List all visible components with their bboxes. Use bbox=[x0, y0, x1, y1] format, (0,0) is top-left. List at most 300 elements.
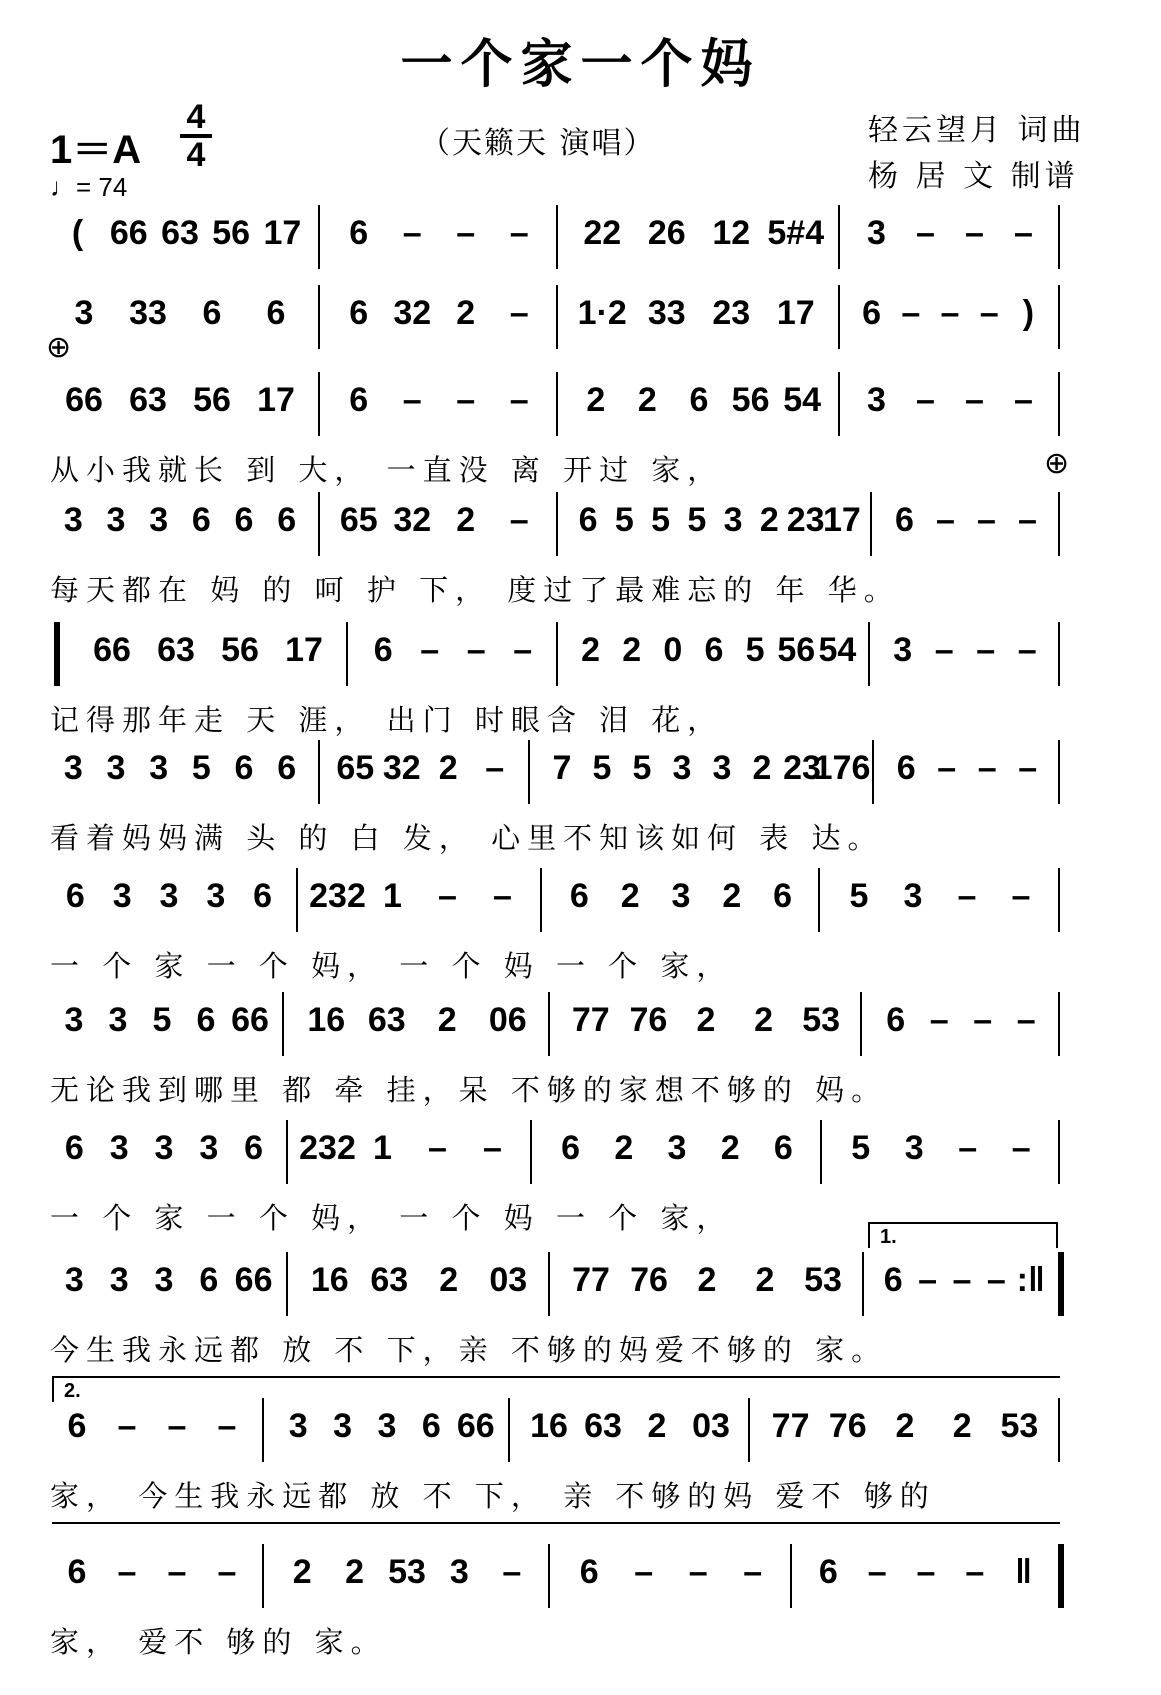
bar-line bbox=[1058, 285, 1060, 349]
note: 5#4 bbox=[767, 214, 825, 252]
bar-line bbox=[860, 992, 862, 1056]
note: 3 bbox=[206, 877, 226, 915]
note: 2 bbox=[722, 877, 742, 915]
note: 77 bbox=[771, 1407, 810, 1445]
note: 66 bbox=[65, 381, 103, 419]
note: 6 bbox=[234, 501, 254, 539]
lyrics-line: 家， 今生我永远都 放 不 下， 亲 不够的妈 爱不 够的 bbox=[50, 1479, 936, 1513]
volta-bracket-first-tick bbox=[868, 1222, 870, 1248]
note: 2 bbox=[345, 1553, 365, 1591]
note: 6 bbox=[578, 501, 598, 539]
note: 6 bbox=[67, 1407, 87, 1445]
bar-line bbox=[790, 1544, 792, 1608]
dash: – bbox=[977, 749, 997, 787]
note: 2 bbox=[622, 631, 642, 669]
note: 3 bbox=[333, 1407, 353, 1445]
dash: – bbox=[934, 631, 954, 669]
bar-line bbox=[838, 205, 840, 269]
note: 3 bbox=[712, 749, 732, 787]
note: 66 bbox=[234, 1261, 273, 1299]
dash: – bbox=[965, 214, 984, 252]
dash: – bbox=[918, 1261, 938, 1299]
note: 3 bbox=[64, 1001, 84, 1039]
note: 6 bbox=[895, 501, 914, 539]
bar-line bbox=[1058, 740, 1060, 804]
note: 5 bbox=[592, 749, 612, 787]
dash: – bbox=[977, 501, 996, 539]
note: 6 bbox=[886, 1001, 906, 1039]
bar-line bbox=[868, 622, 870, 686]
dash: – bbox=[117, 1407, 137, 1445]
bar-line bbox=[1058, 992, 1060, 1056]
note: 2 bbox=[647, 1407, 667, 1445]
note: 23 bbox=[786, 501, 825, 539]
note: 3 bbox=[723, 501, 743, 539]
bar-line bbox=[1058, 205, 1060, 269]
note: 56 bbox=[212, 214, 251, 252]
score-system bbox=[0, 740, 1161, 870]
note: 63 bbox=[370, 1261, 409, 1299]
dash: – bbox=[1011, 877, 1031, 915]
note: 3 bbox=[154, 1129, 174, 1167]
note: 3 bbox=[63, 749, 83, 787]
bar-line bbox=[870, 492, 872, 556]
dash: – bbox=[1017, 631, 1037, 669]
bar-line bbox=[508, 1398, 510, 1462]
note: :‖ bbox=[1016, 1261, 1045, 1299]
note: 0 bbox=[663, 631, 683, 669]
note: 66 bbox=[109, 214, 148, 252]
note: 17 bbox=[257, 381, 295, 419]
bar-line bbox=[1058, 622, 1060, 686]
note: 32 bbox=[393, 294, 432, 332]
dash: – bbox=[976, 631, 996, 669]
note: 3 bbox=[74, 294, 94, 332]
dash: – bbox=[509, 501, 529, 539]
note: 6 bbox=[196, 1001, 216, 1039]
note: 3 bbox=[867, 381, 886, 419]
bar-line bbox=[318, 372, 320, 436]
dash: – bbox=[167, 1407, 187, 1445]
bar-line bbox=[530, 1120, 532, 1184]
note: 66 bbox=[93, 631, 131, 669]
note: 6 bbox=[704, 631, 724, 669]
note: 2 bbox=[586, 381, 606, 419]
note: 6 bbox=[65, 877, 85, 915]
note: 3 bbox=[149, 501, 169, 539]
note: 76 bbox=[630, 1261, 668, 1299]
note: 56 bbox=[731, 381, 770, 419]
note: 3 bbox=[671, 877, 691, 915]
note: 2 bbox=[437, 1001, 457, 1039]
note: 6 bbox=[896, 749, 916, 787]
dash: – bbox=[867, 1553, 887, 1591]
note: 6 bbox=[234, 749, 254, 787]
dash: – bbox=[937, 749, 957, 787]
score-system bbox=[0, 992, 1161, 1122]
note: 3 bbox=[112, 877, 132, 915]
volta-bracket-first bbox=[868, 1222, 1058, 1224]
dash: – bbox=[936, 501, 955, 539]
note: 5 bbox=[687, 501, 707, 539]
note: 6 bbox=[64, 1129, 84, 1167]
bar-line bbox=[540, 868, 542, 932]
bar-line bbox=[318, 285, 320, 349]
dash: – bbox=[901, 294, 921, 332]
bar-line bbox=[1058, 868, 1060, 932]
time-signature-top: 4 bbox=[186, 98, 206, 136]
double-bar-line bbox=[54, 622, 60, 686]
dash: – bbox=[1014, 381, 1033, 419]
bar-line bbox=[748, 1398, 750, 1462]
dash: – bbox=[965, 1553, 985, 1591]
dash: – bbox=[217, 1407, 237, 1445]
bar-line bbox=[528, 740, 530, 804]
score-system bbox=[0, 1120, 1161, 1250]
dash: – bbox=[509, 294, 529, 332]
dash: – bbox=[634, 1553, 654, 1591]
score-system bbox=[0, 868, 1161, 998]
note: 63 bbox=[157, 631, 195, 669]
note: 6 bbox=[191, 501, 211, 539]
note: 3 bbox=[108, 1001, 128, 1039]
note: 54 bbox=[818, 631, 857, 669]
note: 26 bbox=[647, 214, 686, 252]
note: 16 bbox=[307, 1001, 346, 1039]
note: 3 bbox=[288, 1407, 308, 1445]
note: 63 bbox=[584, 1407, 622, 1445]
bar-line bbox=[548, 992, 550, 1056]
note: 2 bbox=[895, 1407, 915, 1445]
note: 6 bbox=[277, 749, 297, 787]
bar-line bbox=[556, 285, 558, 349]
note: 6 bbox=[349, 214, 369, 252]
lyrics-line: 从小我就长 到 大， 一直没 离 开过 家， bbox=[50, 453, 724, 487]
note: 53 bbox=[804, 1261, 842, 1299]
dash: – bbox=[916, 214, 935, 252]
dash: – bbox=[929, 1001, 949, 1039]
note: 56 bbox=[777, 631, 816, 669]
key-signature: 1＝A bbox=[50, 128, 142, 172]
dash: – bbox=[509, 381, 529, 419]
note: 232 bbox=[299, 1129, 356, 1167]
note: 16 bbox=[530, 1407, 568, 1445]
bar-line bbox=[548, 1252, 550, 1316]
note: 17 bbox=[776, 294, 815, 332]
note: 63 bbox=[367, 1001, 406, 1039]
note: 63 bbox=[129, 381, 167, 419]
dash: – bbox=[117, 1553, 137, 1591]
bar-line bbox=[862, 1252, 864, 1316]
bar-line bbox=[818, 868, 820, 932]
dash: – bbox=[456, 214, 476, 252]
bar-line bbox=[1058, 1544, 1064, 1608]
note: 7 bbox=[552, 749, 572, 787]
note: 22 bbox=[583, 214, 622, 252]
note: 3 bbox=[149, 749, 169, 787]
lyrics-line: 一 个 家 一 个 妈， 一 个 妈 一 个 家， bbox=[50, 949, 733, 983]
dash: – bbox=[1011, 1129, 1031, 1167]
note: 3 bbox=[377, 1407, 397, 1445]
dash: – bbox=[952, 1261, 972, 1299]
note: 3 bbox=[109, 1129, 129, 1167]
dash: – bbox=[688, 1553, 708, 1591]
note: 56 bbox=[221, 631, 259, 669]
note: 3 bbox=[63, 501, 83, 539]
volta-label-first: 1. bbox=[880, 1226, 897, 1248]
lyrics-line: 家， 爱不 够的 家。 bbox=[50, 1625, 387, 1659]
dash: – bbox=[986, 1261, 1006, 1299]
dash: – bbox=[973, 1001, 993, 1039]
final-bracket bbox=[52, 1522, 1060, 1524]
note: 3 bbox=[867, 214, 886, 252]
dash: – bbox=[402, 381, 422, 419]
time-signature bbox=[178, 100, 214, 172]
note: 2 bbox=[759, 501, 779, 539]
note: 2 bbox=[755, 1261, 775, 1299]
note: 2 bbox=[952, 1407, 972, 1445]
dash: – bbox=[483, 1129, 502, 1167]
bar-line bbox=[1058, 372, 1060, 436]
dash: – bbox=[1018, 501, 1037, 539]
dash: – bbox=[957, 877, 977, 915]
note: 5 bbox=[614, 501, 634, 539]
note: 3 bbox=[64, 1261, 84, 1299]
note: 63 bbox=[161, 214, 199, 252]
note: 66 bbox=[231, 1001, 269, 1039]
note: 5 bbox=[745, 631, 765, 669]
note: 1·2 bbox=[577, 294, 627, 332]
note: 2 bbox=[438, 749, 458, 787]
score-system bbox=[0, 1544, 1161, 1674]
lyrics-music-credit: 轻云望月 词曲 bbox=[868, 113, 1086, 148]
note: 03 bbox=[692, 1407, 730, 1445]
note: 232 bbox=[309, 877, 366, 915]
note: 23 bbox=[783, 749, 821, 787]
notation-credit: 杨 居 文 制谱 bbox=[868, 159, 1079, 194]
bar-line bbox=[556, 622, 558, 686]
note: 76 bbox=[828, 1407, 867, 1445]
bar-line bbox=[556, 492, 558, 556]
note: 2 bbox=[752, 749, 772, 787]
note: 3 bbox=[159, 877, 179, 915]
note: 2 bbox=[439, 1261, 459, 1299]
bar-line bbox=[346, 622, 348, 686]
bar-line bbox=[262, 1544, 264, 1608]
note: 6 bbox=[561, 1129, 581, 1167]
bar-line bbox=[318, 740, 320, 804]
lyrics-line: 一 个 家 一 个 妈， 一 个 妈 一 个 家， bbox=[50, 1201, 733, 1235]
paren: ( bbox=[71, 214, 84, 252]
note: 6 bbox=[569, 877, 589, 915]
score-system bbox=[0, 1252, 1161, 1382]
note: 176 bbox=[813, 749, 871, 787]
dash: – bbox=[438, 877, 457, 915]
note: 2 bbox=[614, 1129, 634, 1167]
note: 17 bbox=[822, 501, 861, 539]
note: ‖ bbox=[1015, 1553, 1033, 1591]
score-system bbox=[0, 372, 1161, 502]
dash: – bbox=[428, 1129, 447, 1167]
note: 32 bbox=[393, 501, 432, 539]
note: 33 bbox=[647, 294, 686, 332]
note: 5 bbox=[651, 501, 671, 539]
dash: – bbox=[513, 631, 533, 669]
dash: – bbox=[167, 1553, 187, 1591]
note: 3 bbox=[199, 1129, 219, 1167]
note: 17 bbox=[263, 214, 302, 252]
volta-bracket-second-tick bbox=[52, 1376, 54, 1402]
note: 6 bbox=[883, 1261, 903, 1299]
dash: – bbox=[1018, 749, 1038, 787]
volta-bracket-first-end bbox=[1056, 1222, 1058, 1248]
dash: – bbox=[456, 381, 476, 419]
note: 5 bbox=[632, 749, 652, 787]
dash: – bbox=[940, 294, 960, 332]
dash: – bbox=[509, 214, 529, 252]
dash: – bbox=[1016, 1001, 1036, 1039]
note: 66 bbox=[456, 1407, 495, 1445]
note: 6 bbox=[773, 877, 793, 915]
bar-line bbox=[286, 1252, 288, 1316]
note: 3 bbox=[449, 1553, 469, 1591]
dash: – bbox=[965, 381, 984, 419]
note: 2 bbox=[697, 1261, 717, 1299]
note: 6 bbox=[349, 294, 369, 332]
note: 12 bbox=[712, 214, 751, 252]
note: 3 bbox=[903, 877, 923, 915]
note: 3 bbox=[154, 1261, 174, 1299]
bar-line bbox=[820, 1120, 822, 1184]
note: 2 bbox=[696, 1001, 716, 1039]
dash: – bbox=[916, 381, 935, 419]
note: 53 bbox=[1000, 1407, 1039, 1445]
lyrics-line: 每天都在 妈 的 呵 护 下， 度过了最难忘的 年 华。 bbox=[50, 573, 900, 607]
note: 76 bbox=[629, 1001, 668, 1039]
dash: – bbox=[502, 1553, 522, 1591]
note: 6 bbox=[253, 877, 273, 915]
note: 6 bbox=[67, 1553, 87, 1591]
note: 56 bbox=[193, 381, 231, 419]
lyrics-line: 记得那年走 天 涯， 出门 时眼含 泪 花， bbox=[50, 703, 724, 737]
bar-line bbox=[1058, 492, 1060, 556]
dash: – bbox=[466, 631, 486, 669]
note: 2 bbox=[456, 294, 476, 332]
note: 2 bbox=[720, 1129, 740, 1167]
note: 5 bbox=[851, 1129, 871, 1167]
score-system bbox=[0, 1398, 1161, 1528]
note: 32 bbox=[382, 749, 421, 787]
bar-line bbox=[1058, 1252, 1064, 1316]
note: 3 bbox=[667, 1129, 687, 1167]
note: 16 bbox=[310, 1261, 349, 1299]
note: 6 bbox=[373, 631, 393, 669]
note: 53 bbox=[388, 1553, 426, 1591]
bar-line bbox=[318, 205, 320, 269]
note: 6 bbox=[277, 501, 297, 539]
dash: – bbox=[1014, 214, 1033, 252]
singer-credit: （天籁天 演唱） bbox=[420, 126, 656, 161]
dash: – bbox=[493, 877, 512, 915]
note: 3 bbox=[893, 631, 913, 669]
note: 6 bbox=[266, 294, 286, 332]
bar-line bbox=[262, 1398, 264, 1462]
note: 2 bbox=[754, 1001, 774, 1039]
bar-line bbox=[318, 492, 320, 556]
bar-line bbox=[838, 285, 840, 349]
time-signature-bottom: 4 bbox=[186, 136, 206, 174]
note: 3 bbox=[109, 1261, 129, 1299]
volta-bracket-second bbox=[52, 1376, 1060, 1378]
note: 6 bbox=[579, 1553, 599, 1591]
note: 6 bbox=[773, 1129, 793, 1167]
note: 53 bbox=[802, 1001, 841, 1039]
note: 6 bbox=[202, 294, 222, 332]
bar-line bbox=[838, 372, 840, 436]
note: 6 bbox=[862, 294, 882, 332]
note: 03 bbox=[489, 1261, 528, 1299]
paren: ) bbox=[1022, 294, 1035, 332]
note: 6 bbox=[199, 1261, 219, 1299]
lyrics-line: 无论我到哪里 都 牵 挂，呆 不够的家想不够的 妈。 bbox=[50, 1073, 888, 1107]
dash: – bbox=[217, 1553, 237, 1591]
dash: – bbox=[485, 749, 505, 787]
dash: – bbox=[979, 294, 999, 332]
note: 77 bbox=[571, 1001, 610, 1039]
bar-line bbox=[556, 205, 558, 269]
credits bbox=[868, 108, 1086, 200]
note: 2 bbox=[581, 631, 601, 669]
note: 17 bbox=[285, 631, 323, 669]
tempo-marking: ♩= 74 bbox=[50, 172, 128, 202]
bar-line bbox=[548, 1544, 550, 1608]
note: 3 bbox=[106, 501, 126, 539]
bar-line bbox=[286, 1120, 288, 1184]
song-title: 一个家一个妈 bbox=[400, 34, 761, 95]
dash: – bbox=[402, 214, 422, 252]
note: 6 bbox=[349, 381, 369, 419]
note: 6 bbox=[818, 1553, 838, 1591]
note: 33 bbox=[129, 294, 167, 332]
note: 06 bbox=[488, 1001, 527, 1039]
dash: – bbox=[743, 1553, 763, 1591]
lyrics-line: 看着妈妈满 头 的 白 发， 心里不知该如何 表 达。 bbox=[50, 821, 884, 855]
note: 2 bbox=[637, 381, 657, 419]
note: 54 bbox=[783, 381, 822, 419]
score-system bbox=[0, 492, 1161, 622]
note: 65 bbox=[339, 501, 378, 539]
note: 5 bbox=[191, 749, 211, 787]
bar-line bbox=[1058, 1120, 1060, 1184]
note: 3 bbox=[672, 749, 692, 787]
note: 23 bbox=[712, 294, 751, 332]
lyrics-line: 今生我永远都 放 不 下，亲 不够的妈爱不够的 家。 bbox=[50, 1333, 888, 1367]
note: 6 bbox=[421, 1407, 441, 1445]
dash: – bbox=[420, 631, 440, 669]
coda-icon: ⊕ bbox=[1044, 446, 1070, 481]
note: 6 bbox=[689, 381, 709, 419]
note: 5 bbox=[849, 877, 869, 915]
note: 65 bbox=[336, 749, 375, 787]
note: 2 bbox=[292, 1553, 312, 1591]
bar-line bbox=[1058, 1398, 1060, 1462]
score-system bbox=[0, 622, 1161, 752]
volta-label-second: 2. bbox=[64, 1380, 81, 1402]
note: 5 bbox=[152, 1001, 172, 1039]
note: 3 bbox=[904, 1129, 924, 1167]
note: 2 bbox=[456, 501, 476, 539]
dash: – bbox=[958, 1129, 978, 1167]
